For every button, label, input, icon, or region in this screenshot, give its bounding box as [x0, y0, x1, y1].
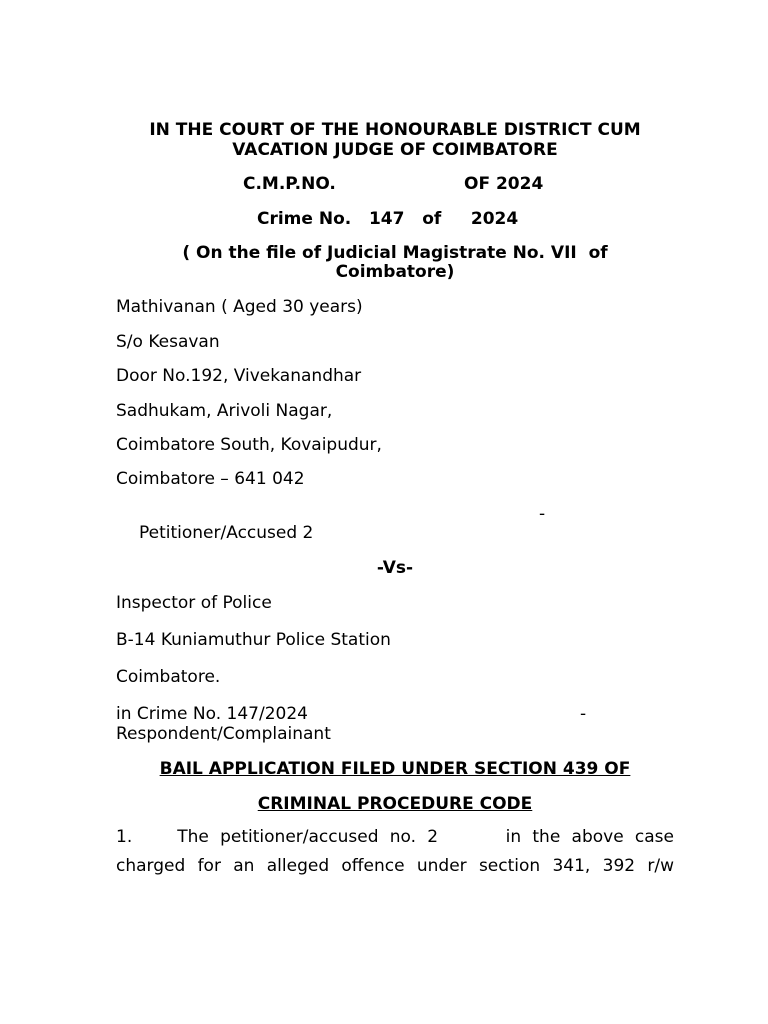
respondent-city: Coimbatore.	[116, 667, 221, 687]
petitioner-role: Petitioner/Accused 2	[139, 523, 314, 543]
crime-number-line: Crime No. 147 of 2024	[257, 209, 519, 229]
petitioner-area: Sadhukam, Arivoli Nagar,	[116, 401, 333, 421]
respondent-role: Respondent/Complainant	[116, 724, 331, 744]
paragraph-1-line-1: 1. The petitioner/accused no. 2 in the above case	[116, 827, 674, 847]
respondent-dash: -	[580, 704, 587, 724]
paragraph-1-line-2: charged for an alleged offence under section 341, 392 r/w	[116, 856, 674, 876]
petitioner-door: Door No.192, Vivekanandhar	[116, 366, 362, 386]
file-line-1: ( On the file of Judicial Magistrate No. VII of	[182, 243, 608, 263]
versus-label: -Vs-	[376, 558, 414, 578]
petitioner-name: Mathivanan ( Aged 30 years)	[116, 297, 363, 317]
respondent-station: B-14 Kuniamuthur Police Station	[116, 630, 391, 650]
application-heading-2: CRIMINAL PROCEDURE CODE	[257, 794, 533, 814]
court-title-line-2: VACATION JUDGE OF COIMBATORE	[232, 140, 558, 160]
petitioner-locality: Coimbatore South, Kovaipudur,	[116, 435, 382, 455]
respondent-title: Inspector of Police	[116, 593, 272, 613]
petitioner-relation: S/o Kesavan	[116, 332, 220, 352]
cmp-number-label: C.M.P.NO.	[243, 174, 336, 194]
petitioner-city: Coimbatore – 641 042	[116, 469, 305, 489]
petitioner-dash: -	[539, 504, 546, 524]
court-title-line-1: IN THE COURT OF THE HONOURABLE DISTRICT CUM	[149, 120, 641, 140]
respondent-crime-reference: in Crime No. 147/2024	[116, 704, 308, 724]
application-heading-1: BAIL APPLICATION FILED UNDER SECTION 439 OF	[159, 759, 631, 779]
file-line-2: Coimbatore)	[335, 262, 455, 282]
cmp-year: OF 2024	[464, 174, 544, 194]
